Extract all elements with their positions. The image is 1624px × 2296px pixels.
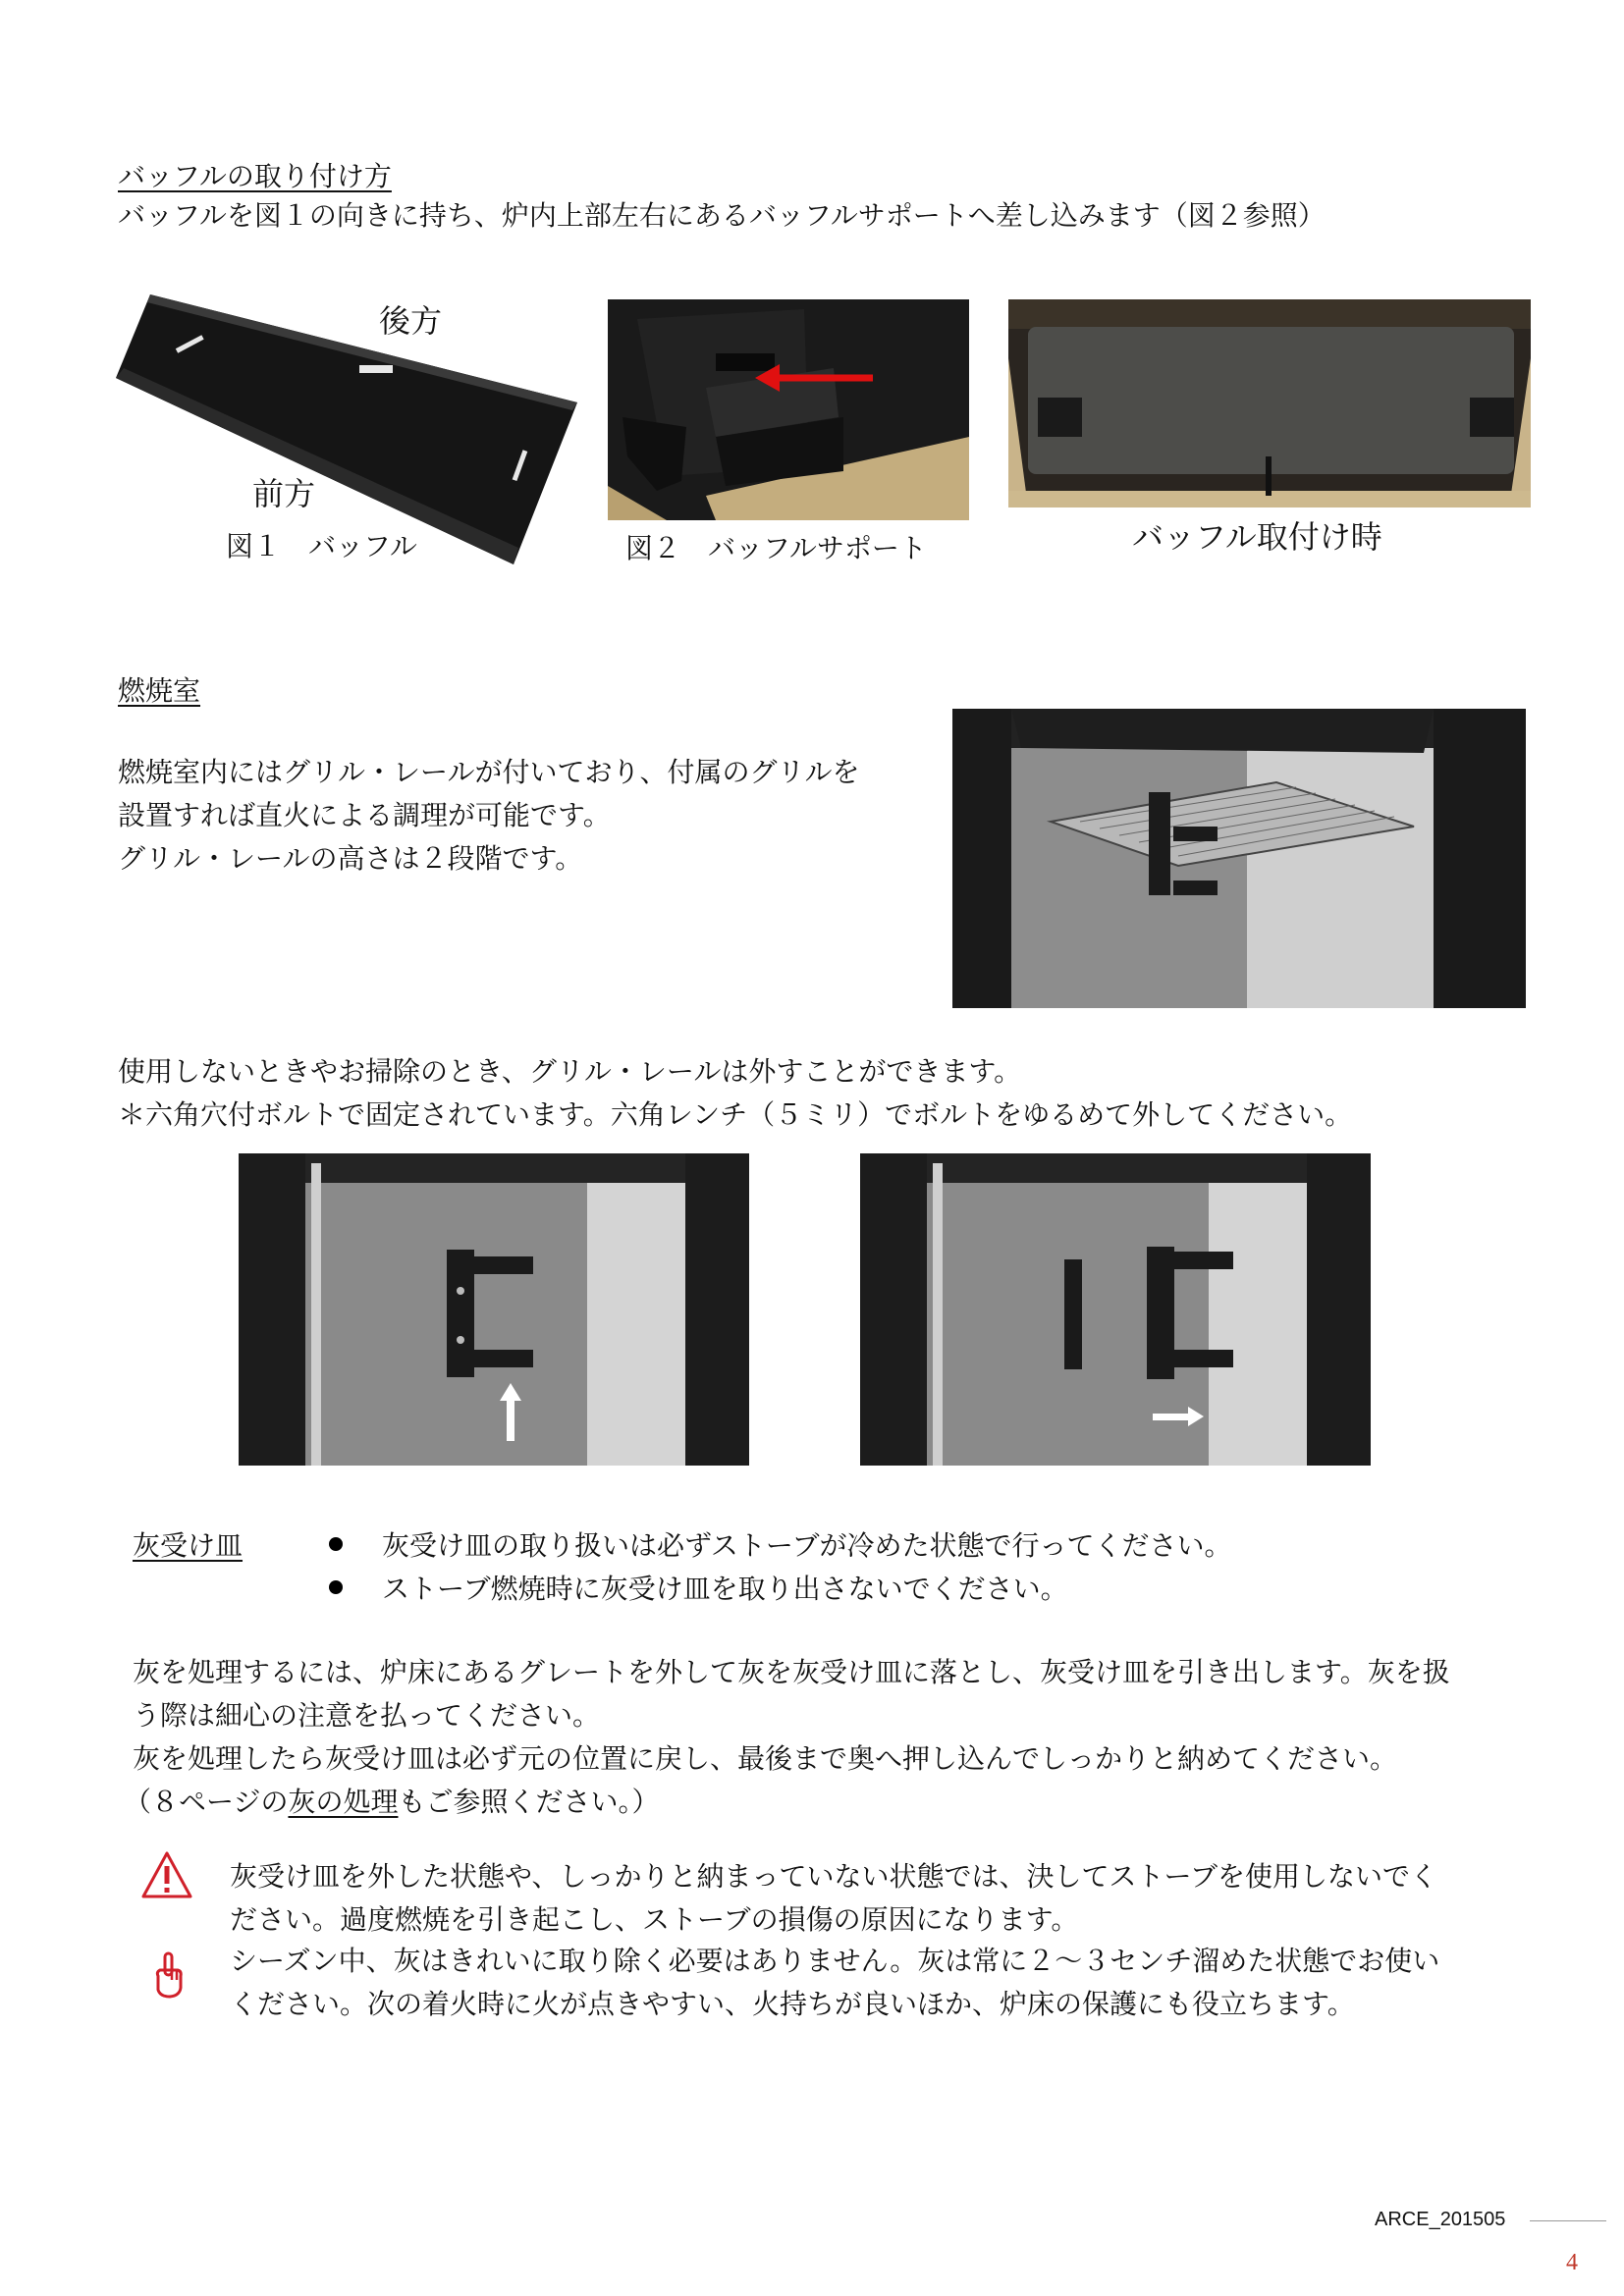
baffle-figure [116, 285, 577, 564]
fig1-front-label: 前方 [252, 475, 316, 512]
bullet-dot [329, 1537, 343, 1551]
ash-heading: 灰受け皿 [133, 1529, 244, 1562]
baffle-intro: バッフルを図１の向きに持ち、炉内上部左右にあるバッフルサポートへ差し込みます（図２参照） [118, 199, 1326, 232]
document-code: ARCE_201505 [1375, 2209, 1506, 2230]
ash-disposal-link[interactable]: 灰の処理 [288, 1786, 399, 1818]
combustion-line-2: 設置すれば直火による調理が可能です。 [118, 799, 611, 831]
combustion-heading: 燃焼室 [118, 674, 201, 707]
rail-removal-photo-1 [239, 1153, 749, 1466]
ash-body-line-1: 灰を処理するには、炉床にあるグレートを外して灰を灰受け皿に落とし、灰受け皿を引き出します。灰を扱 [133, 1656, 1450, 1688]
combustion-line-3: グリル・レールの高さは２段階です。 [118, 842, 583, 875]
warning-triangle-icon [140, 1850, 193, 1899]
baffle-heading: バッフルの取り付け方 [118, 160, 392, 192]
ash-body-line-3: 灰を処理したら灰受け皿は必ず元の位置に戻し、最後まで奥へ押し込んでしっかりと納めてください。 [133, 1742, 1398, 1775]
bullet-dot [329, 1580, 343, 1594]
pointing-hand-icon [150, 1950, 186, 2000]
baffle-installed-photo [1008, 299, 1531, 507]
warning-line-1: 灰受け皿を外した状態や、しっかりと納まっていない状態では、決してストーブを使用しないでく [230, 1860, 1438, 1893]
ash-bullet-2: ストーブ燃焼時に灰受け皿を取り出さないでください。 [329, 1568, 1068, 1611]
ash-body-line-2: う際は細心の注意を払ってください。 [133, 1699, 601, 1732]
fig3-caption: バッフル取付け時 [1132, 518, 1382, 556]
fig2-caption: 図２ バッフルサポート [625, 532, 927, 564]
page-number: 4 [1566, 2250, 1578, 2275]
warning-line-2: ださい。過度燃焼を引き起こし、ストーブの損傷の原因になります。 [230, 1903, 1079, 1936]
removal-line-1: 使用しないときやお掃除のとき、グリル・レールは外すことができます。 [118, 1055, 1022, 1088]
ash-bullet-1: 灰受け皿の取り扱いは必ずストーブが冷めた状態で行ってください。 [329, 1524, 1231, 1568]
tip-line-1: シーズン中、灰はきれいに取り除く必要はありません。灰は常に２～３センチ溜めた状態でお使い [230, 1945, 1440, 1977]
combustion-line-1: 燃焼室内にはグリル・レールが付いており、付属のグリルを [118, 756, 860, 788]
fig1-back-label: 後方 [379, 302, 443, 340]
fig1-caption: 図１ バッフル [226, 530, 417, 562]
rail-removal-photo-2 [860, 1153, 1371, 1466]
grill-rail-photo [952, 709, 1526, 1008]
footer-rule [1530, 2220, 1606, 2221]
removal-line-2: ＊六角穴付ボルトで固定されています。六角レンチ（５ミリ）でボルトをゆるめて外してください。 [118, 1098, 1353, 1131]
ash-reference: （８ページの灰の処理もご参照ください。） [124, 1786, 660, 1818]
tip-line-2: ください。次の着火時に火が点きやすい、火持ちが良いほか、炉床の保護にも役立ちます。 [230, 1988, 1355, 2020]
baffle-support-photo [608, 299, 969, 520]
